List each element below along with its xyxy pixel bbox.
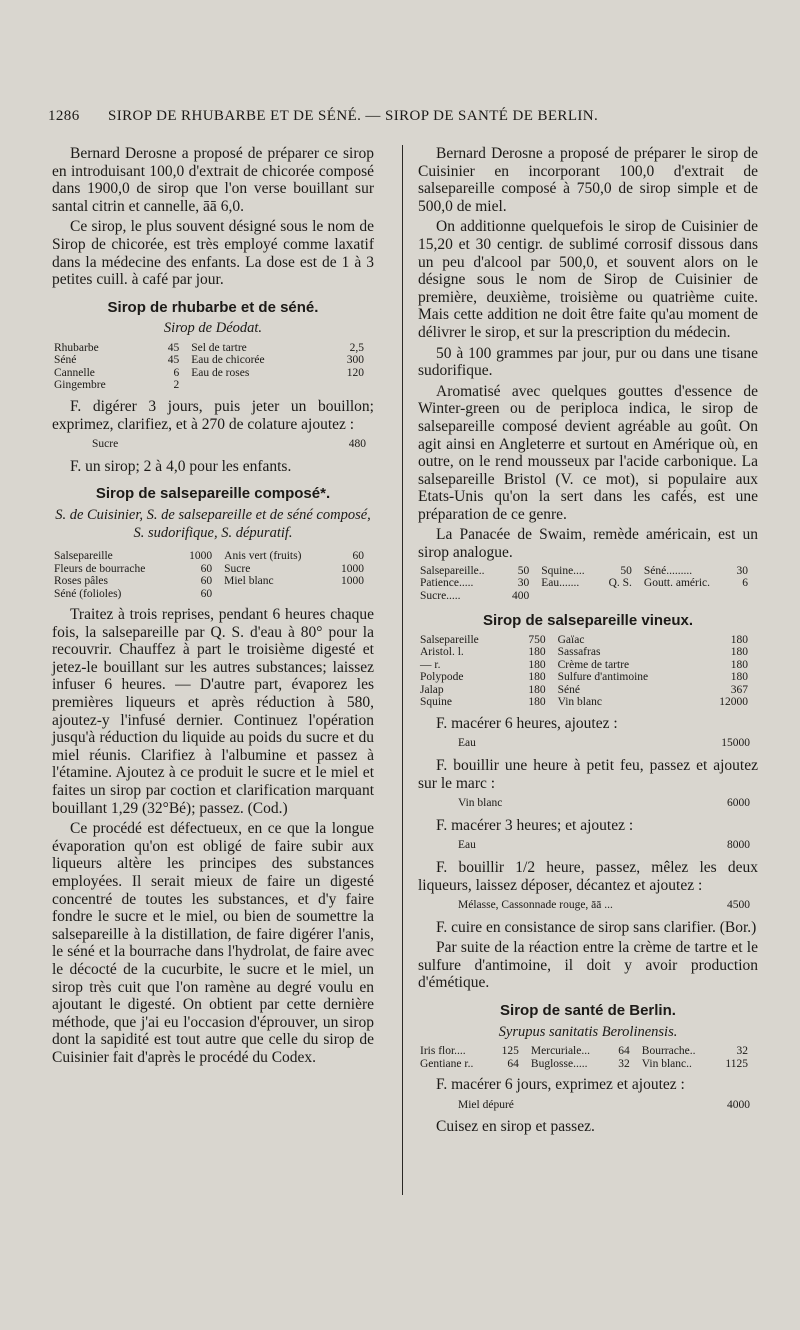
ingredient-qty: 300 [346, 354, 364, 367]
paragraph: 50 à 100 grammes par jour, pur ou dans une tisane sudorifique. [418, 344, 758, 380]
table-row [52, 563, 374, 576]
ingredient-qty: 50 [620, 564, 632, 577]
formula-line [458, 1097, 758, 1115]
ingredient-qty: 180 [730, 633, 748, 646]
ingredient-qty: 1125 [725, 1057, 748, 1070]
paragraph: F. macérer 6 heures, ajoutez : [436, 714, 618, 732]
ingredient-name: Sassafras [557, 646, 601, 659]
ingredient-name: Eau....... [541, 577, 580, 590]
formula-label: Mélasse, Cassonnade rouge, āā ... [458, 899, 613, 912]
paragraph: On additionne quelquefois le sirop de Cuisinier de 15,20 et 30 centigr. de sublimé corrosif dissous dans un peu d'alcool par 500,0, et souvent alors on le désigne sous le nom de Sirop de Cuisinier de première, deuxième, troisième ou quatrième cuite. Mais cette addition ne doit être faite qu'au moment de délivrer le sirop, et sur la prescription du médecin. [418, 218, 758, 341]
ingredient-name: Rhubarbe [54, 341, 99, 354]
formula-value: 4000 [727, 1098, 750, 1111]
ingredient-name: Gingembre [54, 379, 106, 392]
ingredient-name: Séné [557, 683, 580, 696]
ingredients-table [418, 634, 758, 709]
ingredient-qty: 1000 [341, 575, 364, 588]
ingredients-table [52, 550, 374, 600]
ingredient-name: Fleurs de bourrache [54, 562, 146, 575]
paragraph: Ce sirop, le plus souvent désigné sous le nom de Sirop de chicorée, est très employé comme laxatif dans la médecine des enfants. La dose est de 1 à 3 petites cuill. à café par jour. [52, 218, 374, 289]
paragraph: F. macérer 3 heures; et ajoutez : [436, 816, 634, 834]
formula-line [458, 735, 758, 753]
ingredient-name: Anis vert (fruits) [224, 550, 302, 563]
ingredients-table [418, 1045, 758, 1070]
ingredient-qty: 180 [730, 646, 748, 659]
paragraph: Traitez à trois reprises, pendant 6 heures chaque fois, la salsepareille par Q. S. d'eau à 80° pour la recouvrir. Chauffez à part le troisième digesté et jetez-le bouillant sur les autres substances; laissez infuser 6 heures. — D'autre part, évaporez les premières liqueurs et après réduction à 580, ajoutez-y l'infusé dernier. Continuez l'opération jusqu'à réduction du liquide au poids du sucre et du miel réunis. Clarifiez à l'albumine et passez à l'étamine. Ajoutez à ce produit le sucre et le miel et faites un sirop par coction et clarification marquant bouillant 1,29 (32°Bé); passez. (Cod.) [52, 606, 374, 817]
ingredient-qty: 1000 [341, 562, 364, 575]
ingredient-qty: 2,5 [349, 341, 364, 354]
table-row [418, 577, 758, 590]
table-row [52, 342, 374, 355]
paragraph: Ce procédé est défectueux, en ce que la longue évaporation qu'on est obligé de faire subir aux liqueurs altère les principes des substances employées. Il serait mieux de faire un digesté concentré de toutes les substances, et d'y faire fondre le sucre et le miel, ou bien de soumettre la salsepareille à la distillation, de faire digérer l'anis, le séné et la bourrache dans l'hydrolat, de faire avec le décocté de la cucurbite, le sucre et le miel, un sirop très cuit que l'on ramène au degré voulu en ajoutant le digesté. On obtient par cette dernière méthode, que j'ai eu l'occasion d'éprouver, un sirop dont la sapidité est tout autre que celle du sirop de Cuisinier fait d'après le procédé du Codex. [52, 820, 374, 1066]
table-row [52, 575, 374, 588]
ingredient-name: Mercuriale... [530, 1045, 590, 1058]
paragraph: F. digérer 3 jours, puis jeter un bouillon; exprimez, clarifiez, et à 270 de colature ajoutez : [52, 397, 374, 433]
ingredient-name: Sulfure d'antimoine [557, 671, 649, 684]
page-header [48, 108, 748, 125]
ingredient-qty: 367 [730, 683, 748, 696]
ingredient-name: Goutt. améric. [643, 577, 710, 590]
paragraph: Bernard Derosne a proposé de préparer le sirop de Cuisinier en incorporant 100,0 d'extrait de salsepareille composé à 750,0 de sirop simple et de 500,0 de miel. [418, 145, 758, 215]
paragraph: F. bouillir 1/2 heure, passez, mêlez les deux liqueurs, laissez déposer, décantez et ajoutez : [418, 858, 758, 894]
ingredient-qty: 180 [528, 683, 546, 696]
ingredient-qty: 750 [528, 633, 546, 646]
ingredient-qty: 32 [736, 1045, 748, 1058]
ingredient-name: Séné [54, 354, 77, 367]
ingredient-qty: 180 [528, 671, 546, 684]
ingredient-qty: 50 [517, 564, 530, 577]
table-row [418, 565, 758, 578]
formula-value: 8000 [727, 839, 750, 852]
ingredient-name: Buglosse..... [530, 1057, 588, 1070]
ingredient-name: Aristol. l. [420, 646, 464, 659]
ingredient-qty: 180 [528, 658, 546, 671]
paragraph: Cuisez en sirop et passez. [436, 1118, 595, 1136]
ingredient-qty: 45 [167, 354, 180, 367]
ingredient-name: — r. [420, 658, 441, 671]
formula-value: 4500 [727, 899, 750, 912]
right-column [418, 145, 758, 1139]
paragraph: Bernard Derosne a proposé de préparer ce sirop en introduisant 100,0 d'extrait de chicorée composé dans 1900,0 de sirop que l'on verse bouillant sur santal citrin et cannelle, āā 6,0. [52, 145, 374, 215]
ingredient-qty: 125 [501, 1045, 519, 1058]
ingredient-qty: 6 [742, 577, 748, 590]
table-row [52, 354, 374, 367]
ingredient-name: Eau de roses [191, 366, 250, 379]
ingredient-qty: 180 [528, 646, 546, 659]
ingredient-qty: 180 [730, 671, 748, 684]
section-subtitle: Sirop de Déodat. [163, 320, 263, 337]
section-synonyms: S. de Cuisinier, S. de salsepareille et de séné composé, S. sudorifique, S. dépuratif. [55, 506, 371, 541]
table-row [52, 367, 374, 380]
ingredient-name: Vin blanc.. [641, 1057, 692, 1070]
ingredient-name: Salsepareille [420, 633, 479, 646]
ingredient-qty: 64 [507, 1057, 519, 1070]
section-title: Sirop de rhubarbe et de séné. [107, 298, 319, 316]
table-row [418, 646, 758, 659]
formula-value: 6000 [727, 797, 750, 810]
table-row [52, 379, 374, 392]
formula-line [458, 837, 758, 855]
section-title: Sirop de salsepareille composé*. [95, 485, 331, 503]
ingredient-name: Crème de tartre [557, 658, 630, 671]
page-number: 1286 [48, 108, 80, 124]
ingredient-name: Gentiane r.. [420, 1057, 474, 1070]
table-row [418, 659, 758, 672]
table-row [52, 588, 374, 601]
formula-value: 15000 [721, 737, 750, 750]
ingredient-name: Iris flor.... [420, 1045, 466, 1058]
ingredient-name: Squine.... [541, 564, 585, 577]
table-row [418, 684, 758, 697]
formula-label: Vin blanc [458, 797, 503, 810]
table-row [418, 590, 758, 603]
ingredient-name: Jalap [420, 683, 444, 696]
ingredient-name: Squine [420, 696, 452, 709]
ingredient-qty: 2 [173, 379, 180, 392]
ingredient-qty: 30 [736, 564, 748, 577]
ingredient-qty: 60 [200, 575, 213, 588]
paragraph: F. cuire en consistance de sirop sans clarifier. (Bor.) [436, 918, 757, 936]
table-row [418, 1058, 758, 1071]
ingredient-name: Sucre..... [420, 589, 461, 602]
table-row [418, 634, 758, 647]
ingredient-name: Cannelle [54, 366, 95, 379]
formula-line [458, 795, 758, 813]
ingredient-name: Salsepareille [54, 550, 113, 563]
ingredient-qty: 45 [167, 341, 180, 354]
ingredient-name: Bourrache.. [641, 1045, 696, 1058]
ingredient-qty: Q. S. [608, 577, 632, 590]
ingredient-name: Salsepareille.. [420, 564, 485, 577]
formula-label: Sucre [92, 438, 119, 451]
formula-label: Miel dépuré [458, 1098, 514, 1111]
ingredient-name: Séné (folioles) [54, 587, 122, 600]
table-row [418, 696, 758, 709]
ingredients-table [52, 342, 374, 392]
ingredient-name: Miel blanc [224, 575, 274, 588]
ingredient-name: Roses pâles [54, 575, 108, 588]
section-title: Sirop de santé de Berlin. [500, 1002, 676, 1020]
ingredient-qty: 120 [346, 366, 364, 379]
column-divider [402, 145, 403, 1195]
table-row [52, 550, 374, 563]
paragraph: La Panacée de Swaim, remède américain, est un sirop analogue. [418, 526, 758, 562]
section-title: Sirop de salsepareille vineux. [482, 612, 694, 630]
formula-label: Eau [458, 839, 476, 852]
section-subtitle: Syrupus sanitatis Berolinensis. [498, 1023, 678, 1040]
ingredient-qty: 60 [200, 562, 213, 575]
ingredient-qty: 64 [618, 1045, 630, 1058]
paragraph: F. un sirop; 2 à 4,0 pour les enfants. [70, 457, 292, 475]
ingredient-qty: 180 [528, 696, 546, 709]
ingredient-name: Séné......... [643, 564, 693, 577]
ingredient-name: Patience..... [420, 577, 474, 590]
ingredient-name: Sel de tartre [191, 341, 247, 354]
ingredient-qty: 180 [730, 658, 748, 671]
formula-line [92, 436, 374, 454]
paragraph: F. bouillir une heure à petit feu, passez et ajoutez sur le marc : [418, 756, 758, 792]
running-title: SIROP DE RHUBARBE ET DE SÉNÉ. — SIROP DE SANTÉ DE BERLIN. [108, 108, 599, 124]
formula-line [458, 897, 758, 915]
ingredient-name: Sucre [224, 562, 251, 575]
table-row [418, 671, 758, 684]
paragraph: Par suite de la réaction entre la crème de tartre et le sulfure d'antimoine, il doit y avoir production d'émétique. [418, 939, 758, 992]
ingredient-name: Vin blanc [557, 696, 602, 709]
ingredient-qty: 6 [173, 366, 180, 379]
ingredient-qty: 60 [200, 587, 213, 600]
ingredient-qty: 400 [511, 589, 530, 602]
ingredient-qty: 12000 [719, 696, 748, 709]
ingredient-qty: 30 [517, 577, 530, 590]
ingredient-name: Eau de chicorée [191, 354, 265, 367]
ingredient-name: Gaïac [557, 633, 585, 646]
ingredient-qty: 60 [352, 550, 364, 563]
formula-label: Eau [458, 737, 476, 750]
paragraph: F. macérer 6 jours, exprimez et ajoutez : [436, 1076, 685, 1094]
ingredient-name: Polypode [420, 671, 464, 684]
formula-value: 480 [348, 438, 366, 451]
paragraph: Aromatisé avec quelques gouttes d'essence de Winter-green ou de periploca indica, le sirop de salsepareille composé devient agréable au goût. On agit ainsi en Angleterre et surtout en Amérique où, en outre, on le rend mousseux par l'acide carbonique. La salsepareille Bristol (V. ce mot), si populaire aux Etats-Unis qu'on la sert dans les cafés, est une préparation de ce genre. [418, 382, 758, 523]
ingredient-qty: 1000 [189, 550, 213, 563]
ingredients-table [418, 565, 758, 603]
left-column [52, 145, 374, 1070]
ingredient-qty: 32 [618, 1057, 630, 1070]
table-row [418, 1045, 758, 1058]
